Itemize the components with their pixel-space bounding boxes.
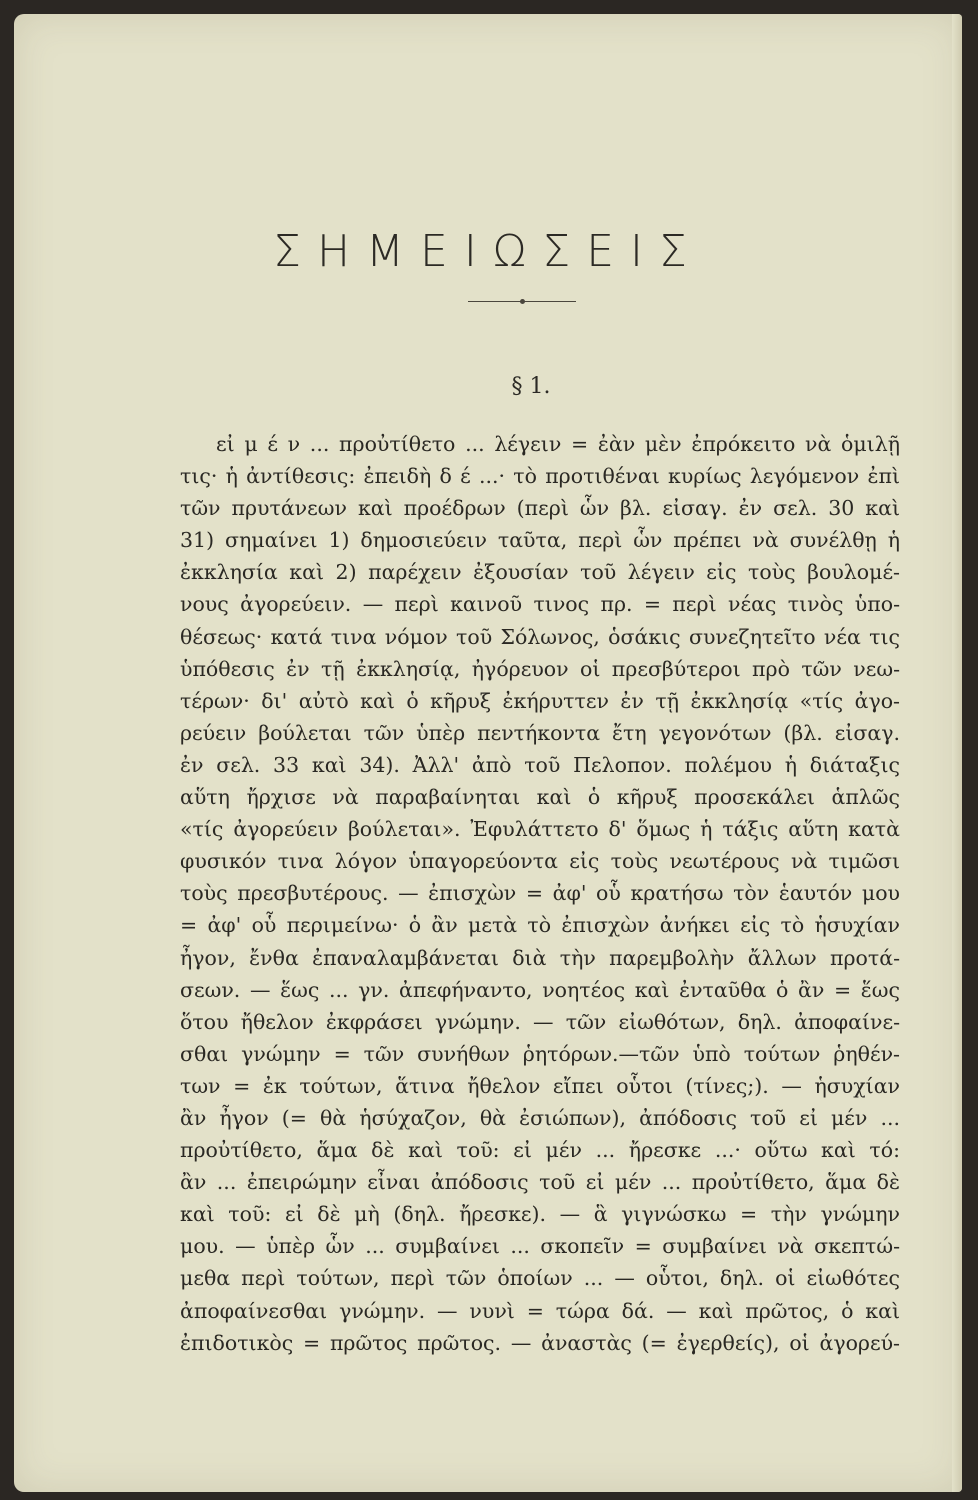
text-line: τις· ἡ ἀντίθεσις: ἐπειδὴ δ έ ...· τὸ προτιθέναι κυρίως λεγόμενον ἐπὶ — [180, 464, 900, 489]
text-line: τοὺς πρεσβυτέρους. — ἐπισχὼν = ἀφ' οὗ κρατήσω τὸν ἑαυτόν μου — [180, 881, 900, 906]
text-line: καὶ τοῦ: εἰ δὲ μὴ (δηλ. ἤρεσκε). — ἃ γιγνώσκω = τὴν γνώμην — [180, 1202, 900, 1227]
text-line: ἀποφαίνεσθαι γνώμην. — νυνὶ = τώρα δά. — καὶ πρῶτος, ὁ καὶ — [180, 1298, 900, 1323]
book-page — [14, 14, 962, 1492]
page-title: ΣΗΜΕΙΩΣΕΙΣ — [273, 226, 703, 277]
text-line: σθαι γνώμην = τῶν συνήθων ῥητόρων.—τῶν ὑπὸ τούτων ῥηθέν- — [180, 1041, 900, 1066]
text-line: ὑπόθεσις ἐν τῇ ἐκκλησίᾳ, ἠγόρευον οἱ πρεσβύτεροι πρὸ τῶν νεω- — [180, 656, 900, 681]
text-line: εἰ μ έ ν ... προὐτίθετο ... λέγειν = ἐὰν μὲν ἐπρόκειτο νὰ ὁμιλῇ — [216, 432, 900, 456]
text-line: των = ἐκ τούτων, ἅτινα ἤθελον εἴπει οὗτοι (τίνες;). — ἡσυχίαν — [180, 1073, 900, 1098]
text-line: νους ἀγορεύειν. — περὶ καινοῦ τινος πρ. = περὶ νέας τινὸς ὑπο- — [180, 592, 900, 617]
text-line: προὐτίθετο, ἅμα δὲ καὶ τοῦ: εἰ μέν ... ἤρεσκε ...· οὕτω καὶ τό: — [180, 1138, 900, 1163]
text-line: σεων. — ἕως ... γν. ἀπεφήναντο, νοητέος καὶ ἐνταῦθα ὁ ἂν = ἕως — [180, 977, 900, 1002]
text-line: ἂν ... ἐπειρώμην εἶναι ἀπόδοσις τοῦ εἰ μέν ... προὐτίθετο, ἅμα δὲ — [180, 1170, 900, 1195]
body-text — [180, 428, 900, 1359]
text-line: ἐκκλησία καὶ 2) παρέχειν ἐξουσίαν τοῦ λέγειν εἰς τοὺς βουλομέ- — [180, 560, 900, 585]
text-line: τῶν πρυτάνεων καὶ προέδρων (περὶ ὧν βλ. εἰσαγ. ἐν σελ. 30 καὶ — [180, 496, 900, 521]
section-number: § 1. — [511, 374, 551, 399]
text-line: αὕτη ἤρχισε νὰ παραβαίνηται καὶ ὁ κῆρυξ προσεκάλει ἁπλῶς — [180, 785, 900, 810]
text-line: θέσεως· κατά τινα νόμον τοῦ Σόλωνος, ὁσάκις συνεζητεῖτο νέα τις — [180, 624, 900, 649]
text-line: τέρων· δι' αὐτὸ καὶ ὁ κῆρυξ ἐκήρυττεν ἐν τῇ ἐκκλησίᾳ «τίς ἀγο- — [180, 688, 900, 713]
text-line: ἦγον, ἔνθα ἐπαναλαμβάνεται διὰ τὴν παρεμβολὴν ἄλλων προτά- — [180, 945, 900, 970]
text-line: ρεύειν βούλεται τῶν ὑπὲρ πεντήκοντα ἔτη γεγονότων (βλ. εἰσαγ. — [180, 720, 900, 745]
title-rule-ornament — [520, 299, 525, 304]
text-line: = ἀφ' οὗ περιμείνω· ὁ ἂν μετὰ τὸ ἐπισχὼν ἀνήκει εἰς τὸ ἡσυχίαν — [180, 913, 900, 938]
text-line: ἂν ἦγον (= θὰ ἡσύχαζον, θὰ ἐσιώπων), ἀπόδοσις τοῦ εἰ μέν ... — [180, 1105, 900, 1130]
text-line: φυσικόν τινα λόγον ὑπαγορεύοντα εἰς τοὺς νεωτέρους νὰ τιμῶσι — [180, 849, 900, 874]
text-line: ἐπιδοτικὸς = πρῶτος πρῶτος. — ἀναστὰς (= ἐγερθείς), οἱ ἀγορεύ- — [180, 1330, 900, 1355]
text-line: μεθα περὶ τούτων, περὶ τῶν ὁποίων ... — οὗτοι, δηλ. οἱ εἰωθότες — [180, 1266, 900, 1291]
text-line: ἐν σελ. 33 καὶ 34). Ἀλλ' ἀπὸ τοῦ Πελοπον. πολέμου ἡ διάταξις — [180, 752, 900, 777]
text-line: «τίς ἀγορεύειν βούλεται». Ἐφυλάττετο δ' ὅμως ἡ τάξις αὕτη κατὰ — [180, 817, 900, 842]
text-line: ὅτου ἤθελον ἐκφράσει γνώμην. — τῶν εἰωθότων, δηλ. ἀποφαίνε- — [180, 1009, 900, 1034]
text-line: 31) σημαίνει 1) δημοσιεύειν ταῦτα, περὶ ὧν πρέπει νὰ συνέλθῃ ἡ — [180, 528, 900, 553]
text-line: μου. — ὑπὲρ ὧν ... συμβαίνει ... σκοπεῖν = συμβαίνει νὰ σκεπτώ- — [180, 1234, 900, 1259]
